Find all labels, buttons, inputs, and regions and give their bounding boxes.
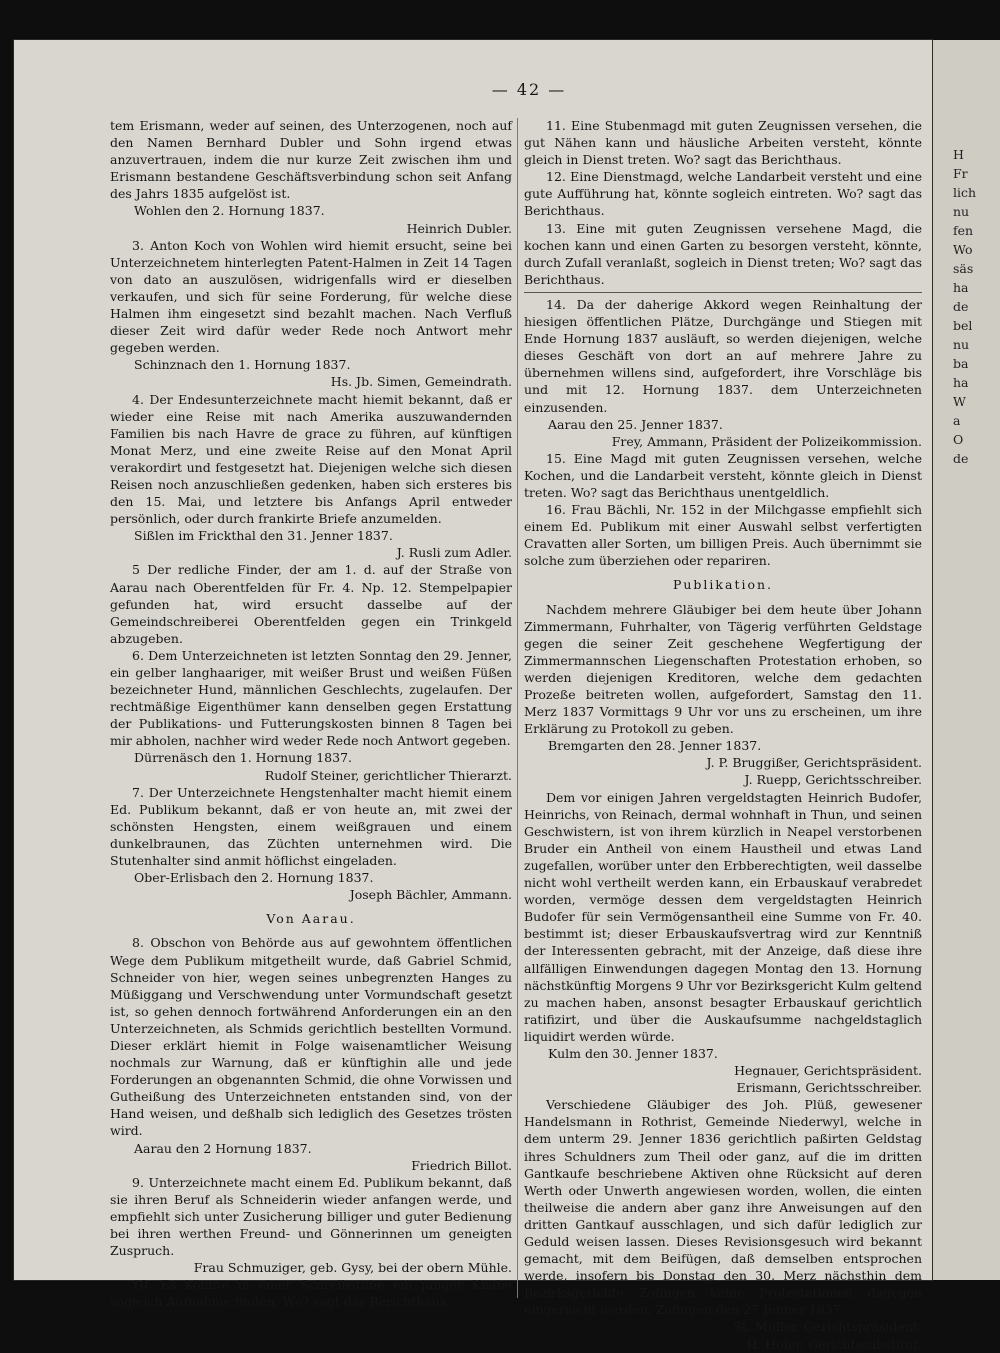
next-page-fragment: Fr bbox=[953, 166, 968, 181]
signature: Frau Schmuziger, geb. Gysy, bei der obern Mühle. bbox=[193, 1260, 512, 1276]
next-page-fragment: ha bbox=[953, 375, 969, 390]
signature: Frey, Ammann, Präsident der Polizeikommission. bbox=[611, 433, 922, 449]
next-page-fragment: nu bbox=[953, 337, 970, 352]
column-divider bbox=[517, 118, 518, 1298]
dateline: Dürrenäsch den 1. Hornung 1837. bbox=[134, 750, 352, 766]
right-column bbox=[524, 117, 922, 1353]
notice-paragraph: Verschiedene Gläubiger des Joh. Plüß, gewesener Handelsmann in Rothrist, Gemeinde Niederwyl, welche in dem unterm 29. Jenner 1836 gerichtlich paßirten Geldstag ihres Schuldners zum Theil oder ganz, auf die im dritten Gantkaufe beschriebene Aktiven ohne Rücksicht auf deren Werth oder Unwerth angewiesen worden, wollen, die einten theilweise die andern aber ganz ihre Anweisungen auf den dritten Gantkauf ausschlagen, und sich dafür lediglich zur Geduld weisen lassen. Dieses Revisionsgesuch wird bekannt gemacht, mit dem Beifügen, daß demselben entsprochen werde, insofern bis Donstag den 30. Merz nächsthin dem Bezirksgerichte Zofingen keine Protestationen dagegen eingereicht werden, Zofingen den 27 Jenner 1837. bbox=[524, 1097, 922, 1318]
next-page-fragment: lich bbox=[953, 185, 977, 200]
notice-paragraph: 11. Eine Stubenmagd mit guten Zeugnissen versehen, die gut Nähen kann und häusliche Arbeiten versteht, könnte gleich in Dienst treten. Wo? sagt das Berichthaus. bbox=[524, 118, 922, 168]
signature: J. Ruepp, Gerichtsschreiber. bbox=[744, 772, 922, 788]
notice-paragraph: Nachdem mehrere Gläubiger bei dem heute über Johann Zimmermann, Fuhrhalter, von Tägerig verführten Geldstage gegen die seiner Zeit geschehene Wegfertigung der Zimmermannschen Liegenschaften Protestation erhoben, so werden diejenigen Kreditoren, welche dem gedachten Prozeße beitreten wollen, aufgefordert, Samstag den 11. Merz 1837 Vormittags 9 Uhr vor uns zu erscheinen, um ihre Erklärung zu Protokoll zu geben. bbox=[524, 601, 922, 737]
signature: J. P. Bruggißer, Gerichtspräsident. bbox=[706, 755, 922, 771]
notice-paragraph: 7. Der Unterzeichnete Hengstenhalter macht hiemit einem Ed. Publikum bekannt, daß er von heute an, mit zwei der schönsten Hengsten, einem weißgrauen und einem dunkelbraunen, das Züchten unternehmen wird. Die Stutenhalter sind anmit höflichst eingeladen. bbox=[110, 784, 512, 869]
signature: H. Hofer, Gerichtssubstitut. bbox=[746, 1336, 922, 1352]
dateline: Ober-Erlisbach den 2. Hornung 1837. bbox=[134, 870, 374, 886]
separator-rule bbox=[524, 292, 922, 293]
next-page-fragment: Wo bbox=[953, 242, 973, 257]
dateline: Wohlen den 2. Hornung 1837. bbox=[134, 203, 325, 219]
next-page-edge bbox=[933, 40, 1000, 1280]
section-heading: Publikation. bbox=[672, 577, 774, 593]
next-page-fragment: H bbox=[953, 147, 964, 162]
next-page-fragment: W bbox=[953, 394, 966, 409]
next-page-fragment: fen bbox=[953, 223, 974, 238]
signature: J. Rusli zum Adler. bbox=[396, 545, 512, 561]
notice-paragraph: 9. Unterzeichnete macht einem Ed. Publikum bekannt, daß sie ihren Beruf als Schneiderin wieder anfangen werde, und empfiehlt sich unter Zusicherung billiger und guter Bedienung bei ihren werthen Freund- und Gönnerinnen um geneigten Zuspruch. bbox=[110, 1174, 512, 1259]
signature: Friedrich Billot. bbox=[411, 1157, 512, 1173]
notice-paragraph: 10. Es könnte in einer Schreibstube ein junger Knabe sogleich Aufnahme finden. Wo? sagt das Berichthaus. bbox=[110, 1277, 512, 1310]
notice-paragraph: 5 Der redliche Finder, der am 1. d. auf der Straße von Aarau nach Oberentfelden für Fr. 4. Np. 12. Stempelpapier gefunden hat, wird ersucht dasselbe auf der Gemeindschreiberei Oberentfelden gegen ein Trinkgeld abzugeben. bbox=[110, 562, 512, 646]
notice-paragraph: tem Erismann, weder auf seinen, des Unterzogenen, noch auf den Namen Bernhard Dubler und Sohn irgend etwas anzuvertrauen, indem die nur kurze Zeit zwischen ihm und Erismann bestandene Geschäftsverbindung schon seit Anfang des Jahrs 1835 aufgelöst ist. bbox=[110, 118, 512, 202]
next-page-fragment: ha bbox=[953, 280, 969, 295]
next-page-fragment: a bbox=[953, 413, 961, 428]
notice-paragraph: 16. Frau Bächli, Nr. 152 in der Milchgasse empfiehlt sich einem Ed. Publikum mit einer Auswahl selbst verfertigten Cravatten aller Sorten, um billigen Preis. Auch übernimmt sie solche zum überziehen oder repariren. bbox=[524, 502, 922, 569]
next-page-fragment: de bbox=[953, 451, 969, 466]
notice-paragraph: 8. Obschon von Behörde aus auf gewohntem öffentlichen Wege dem Publikum mitgetheilt wurde, daß Gabriel Schmid, Schneider von hier, wegen seines unbegrenzten Hanges zu Müßiggang und Verschwendung unter Vormundschaft gesetzt ist, so gehen dennoch fortwährend Anforderungen ein an den Unterzeichneten, als Schmids gerichtlich bestellten Vormund. Dieser erklärt hiemit in Folge waisenamtlicher Weisung nochmals zur Warnung, daß er künftighin alle und jede Forderungen an obgenannten Schmid, die ohne Vorwissen und Gutheißung des Unterzeichneten entstanden sind, von der Hand weisen, und deßhalb sich lediglich des Gesetzes trösten wird. bbox=[110, 935, 512, 1139]
signature: Rudolf Steiner, gerichtlicher Thierarzt. bbox=[264, 767, 512, 783]
signature: Erismann, Gerichtsschreiber. bbox=[736, 1080, 922, 1096]
newspaper-page bbox=[14, 40, 932, 1352]
section-heading: Von Aarau. bbox=[266, 911, 356, 927]
notice-paragraph: 4. Der Endesunterzeichnete macht hiemit bekannt, daß er wieder eine Reise mit nach Amerika auszuwandernden Familien bis nach Havre de grace zu führen, auf künftigen Monat Merz, und eine zweite Reise auf den Monat April verakordirt und festgesetzt hat. Diejenigen welche sich diesen Reisen noch anzuschließen gedenken, haben sich ersteres bis den 15. Mai, und letztere bis Anfangs April entweder persönlich, oder durch frankirte Briefe anzumelden. bbox=[110, 391, 512, 527]
next-page-fragment: säs bbox=[953, 261, 974, 276]
signature: St. Müller, Gerichtspräsident. bbox=[733, 1319, 922, 1335]
next-page-fragment: bel bbox=[953, 318, 973, 333]
notice-paragraph: 6. Dem Unterzeichneten ist letzten Sonntag den 29. Jenner, ein gelber langhaariger, mit weißer Brust und weißen Füßen bezeichneter Hund, männlichen Geschlechts, zugelaufen. Der rechtmäßige Eigenthümer kann denselben gegen Erstattung der Publikations- und Futterungskosten binnen 8 Tagen bei mir abholen, nachher wird weder Rede noch Antwort gegeben. bbox=[110, 647, 512, 749]
dateline: Kulm den 30. Jenner 1837. bbox=[548, 1045, 718, 1061]
dateline: Aarau den 2 Hornung 1837. bbox=[134, 1140, 312, 1156]
notice-paragraph: 3. Anton Koch von Wohlen wird hiemit ersucht, seine bei Unterzeichnetem hinterlegten Patent-Halmen in Zeit 14 Tagen von dato an auszulösen, widrigenfalls wird er dieselben verkaufen, und sich für seine Forderung, für welche diese Halmen ihm eingesetzt sind bezahlt machen. Nach Verfluß dieser Zeit wird dafür weder Rede noch Antwort mehr gegeben werden. bbox=[110, 237, 512, 356]
next-page-fragment: ba bbox=[953, 356, 969, 371]
notice-paragraph: 12. Eine Dienstmagd, welche Landarbeit versteht und eine gute Aufführung hat, könnte sogleich eintreten. Wo? sagt das Berichthaus. bbox=[524, 169, 922, 219]
signature: Heinrich Dubler. bbox=[406, 220, 512, 236]
left-column bbox=[110, 117, 512, 1310]
next-page-fragment: de bbox=[953, 299, 969, 314]
next-page-fragment: nu bbox=[953, 204, 970, 219]
signature: Joseph Bächler, Ammann. bbox=[349, 887, 512, 903]
signature: Hegnauer, Gerichtspräsident. bbox=[734, 1063, 922, 1079]
dateline: Sißlen im Frickthal den 31. Jenner 1837. bbox=[134, 528, 393, 544]
page-number: — 42 — bbox=[491, 80, 567, 99]
notice-paragraph: 15. Eine Magd mit guten Zeugnissen versehen, welche Kochen, und die Landarbeit versteht, könnte gleich in Dienst treten. Wo? sagt das Berichthaus unentgeldlich. bbox=[524, 450, 922, 500]
notice-paragraph: 13. Eine mit guten Zeugnissen versehene Magd, die kochen kann und einen Garten zu besorgen versteht, könnte, durch Zufall veranlaßt, sogleich in Dienst treten; Wo? sagt das Berichthaus. bbox=[524, 220, 922, 287]
dateline: Bremgarten den 28. Jenner 1837. bbox=[548, 738, 762, 754]
next-page-fragment: O bbox=[953, 432, 964, 447]
signature: Hs. Jb. Simen, Gemeindrath. bbox=[330, 374, 512, 390]
notice-paragraph: Dem vor einigen Jahren vergeldstagten Heinrich Budofer, Heinrichs, von Reinach, dermal wohnhaft in Thun, und seinen Geschwistern, ist von ihrem kürzlich in Neapel verstorbenen Bruder ein Antheil von einem Haustheil und etwas Land zugefallen, worüber unter den Erbberechtigten, weil dasselbe nicht wohl vertheilt werden kann, ein Erbauskauf verabredet worden, vermöge dessen dem vergeldstagten Heinrich Budofer für sein Vermögensantheil eine Summe von Fr. 40. bestimmt ist; dieser Erbauskaufsvertrag wird zur Kenntniß der Interessenten gebracht, mit der Anzeige, daß diese ihre allfälligen Einwendungen dagegen Montag den 13. Hornung nächstkünftig Morgens 9 Uhr vor Bezirksgericht Kulm geltend zu machen haben, ansonst besagter Erbauskauf gerichtlich ratifizirt, und über die Auskaufsumme nachgeldstaglich liquidirt werden würde. bbox=[524, 789, 922, 1044]
dateline: Schinznach den 1. Hornung 1837. bbox=[134, 357, 351, 373]
notice-paragraph: 14. Da der daherige Akkord wegen Reinhaltung der hiesigen öffentlichen Plätze, Durchgänge und Stiegen mit Ende Hornung 1837 ausläuft, so werden diejenigen, welche dieses Geschäft von dort an auf mehrere Jahre zu übernehmen willens sind, aufgefordert, ihre Vorschläge bis und mit 12. Hornung 1837. dem Unterzeichneten einzusenden. bbox=[524, 296, 922, 415]
dateline: Aarau den 25. Jenner 1837. bbox=[548, 416, 723, 432]
